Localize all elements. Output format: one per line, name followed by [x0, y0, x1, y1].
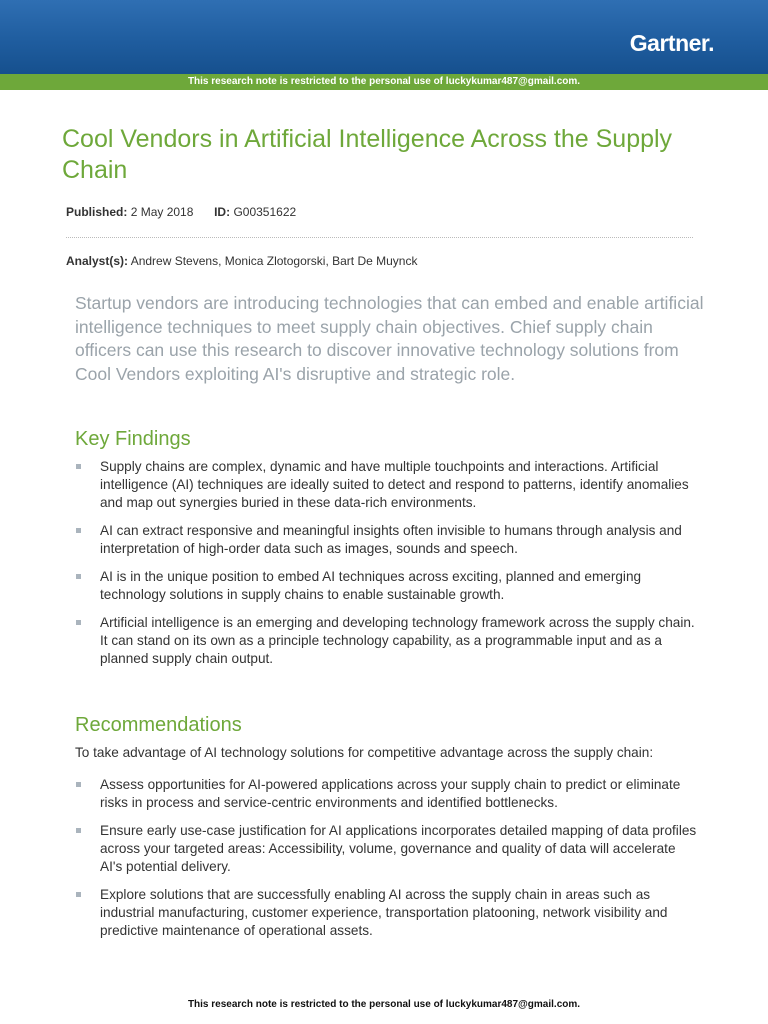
list-item-text: AI is in the unique position to embed AI techniques across exciting, planned and emerging technology solutions in supply chains to enable sustainable growth. — [100, 569, 642, 602]
dotted-divider — [66, 237, 693, 238]
square-bullet-icon — [76, 892, 81, 897]
list-item — [75, 568, 700, 604]
summary-paragraph: Startup vendors are introducing technologies that can embed and enable artificial intelligence techniques to meet supply chain objectives. Chief supply chain officers can use this research to discover innovative technology solutions from Cool Vendors exploiting AI's disruptive and strategic role. — [75, 293, 704, 384]
gartner-logo: Gartner. — [629, 30, 714, 56]
footer-restriction-notice: This research note is restricted to the personal use of luckykumar487@gmail.com. — [187, 999, 581, 1010]
square-bullet-icon — [76, 828, 81, 833]
restriction-notice-bar: This research note is restricted to the personal use of luckykumar487@gmail.com. — [0, 74, 768, 90]
publication-meta — [66, 205, 296, 219]
list-item — [75, 458, 700, 512]
recommendations-heading: Recommendations — [75, 714, 242, 736]
key-findings-list — [75, 458, 700, 678]
id-label: ID: — [214, 205, 231, 219]
header-banner — [0, 0, 768, 74]
published-date: 2 May 2018 — [130, 205, 194, 219]
list-item-text: AI can extract responsive and meaningful insights often invisible to humans through analysis and interpretation of high-order data such as images, sounds and speech. — [100, 523, 682, 556]
list-item-text: Ensure early use-case justification for AI applications incorporates detailed mapping of data profiles across your targeted areas: Accessibility, volume, governance and quality of data will accelerate AI's potential delivery. — [100, 823, 697, 874]
square-bullet-icon — [76, 574, 81, 579]
recommendations-intro: To take advantage of AI technology solutions for competitive advantage across the supply chain: — [75, 745, 654, 760]
list-item — [75, 822, 700, 876]
recommendations-list — [75, 776, 700, 950]
published-label: Published: — [66, 205, 128, 219]
list-item-text: Assess opportunities for AI-powered applications across your supply chain to predict or eliminate risks in process and service-centric environments and identified bottlenecks. — [100, 777, 681, 810]
square-bullet-icon — [76, 782, 81, 787]
key-findings-heading: Key Findings — [75, 428, 191, 450]
square-bullet-icon — [76, 464, 81, 469]
list-item — [75, 776, 700, 812]
list-item-text: Explore solutions that are successfully enabling AI across the supply chain in areas such as industrial manufacturing, customer experience, transportation platooning, network visibility and predictive maintenance of operational assets. — [100, 887, 668, 938]
analysts-label: Analyst(s): — [66, 254, 129, 268]
list-item-text: Artificial intelligence is an emerging and developing technology framework across the supply chain. It can stand on its own as a principle technology capability, as a programmable input and as a planned supply chain output. — [100, 615, 695, 666]
list-item-text: Supply chains are complex, dynamic and have multiple touchpoints and interactions. Artificial intelligence (AI) techniques are ideally suited to detect and respond to patterns, identify anomalies and map out synergies buried in these data-rich environments. — [100, 459, 689, 510]
analysts-line — [66, 254, 417, 268]
square-bullet-icon — [76, 528, 81, 533]
list-item — [75, 614, 700, 668]
list-item — [75, 522, 700, 558]
square-bullet-icon — [76, 620, 81, 625]
document-id: G00351622 — [233, 205, 297, 219]
page-title: Cool Vendors in Artificial Intelligence Across the Supply Chain — [62, 125, 673, 184]
list-item — [75, 886, 700, 940]
analysts-names: Andrew Stevens, Monica Zlotogorski, Bart De Muynck — [130, 254, 418, 268]
